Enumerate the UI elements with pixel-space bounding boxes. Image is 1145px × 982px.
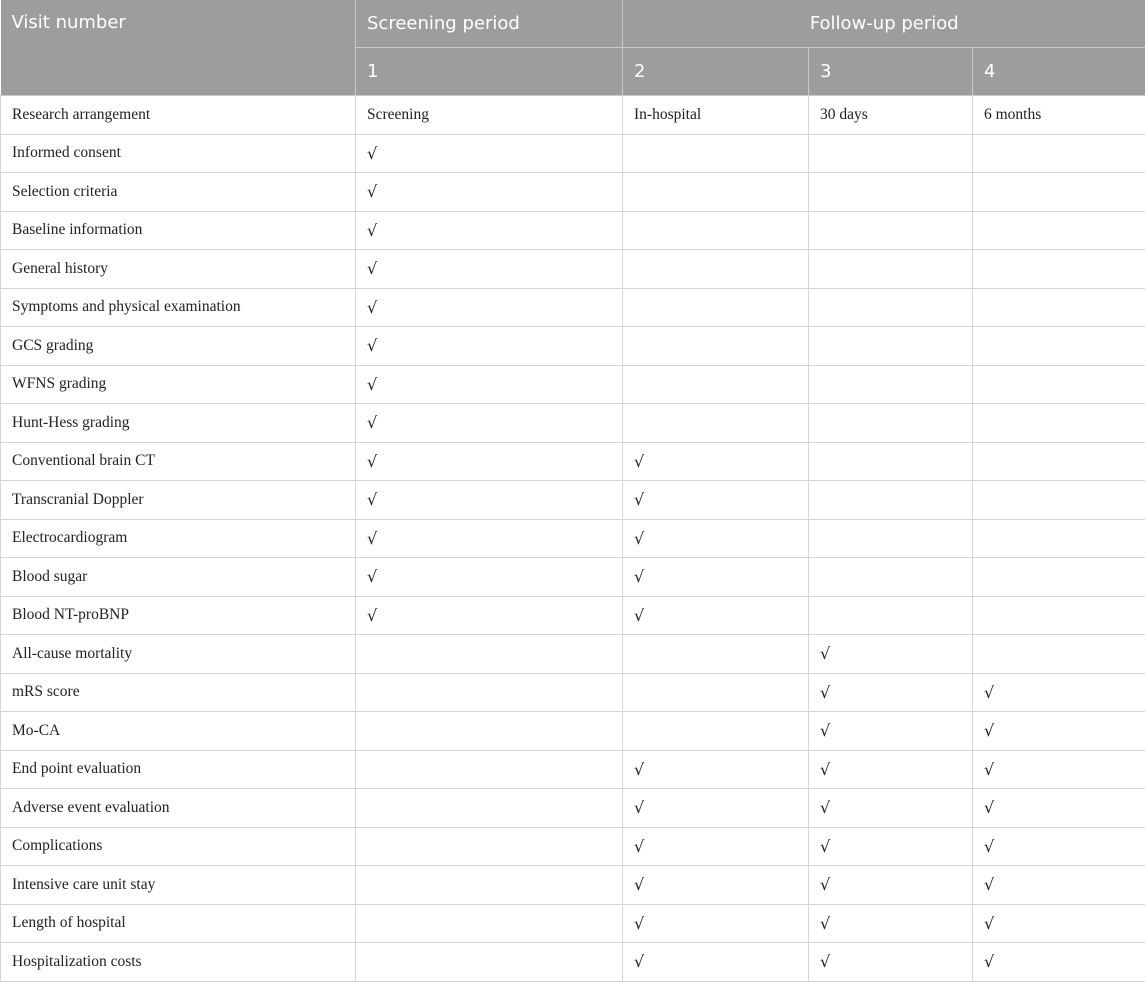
table-row [1,635,1145,674]
check-mark: √ [356,211,623,250]
check-mark: √ [809,635,973,674]
check-mark: √ [973,943,1145,982]
table-cell [356,904,623,943]
table-cell [809,211,973,250]
table-cell [809,519,973,558]
table-cell [623,673,809,712]
table-row [1,712,1145,751]
table-row [1,211,1145,250]
check-mark: √ [809,943,973,982]
table-cell [809,558,973,597]
check-mark: √ [973,904,1145,943]
table-row [1,481,1145,520]
row-label: Length of hospital [1,904,356,943]
table-row [1,789,1145,828]
check-mark: √ [623,481,809,520]
row-label: General history [1,250,356,289]
check-mark: √ [356,558,623,597]
table-cell [356,827,623,866]
header-followup-period: Follow-up period [623,0,1145,48]
check-mark: √ [809,712,973,751]
table-row [1,827,1145,866]
check-mark: √ [623,442,809,481]
check-mark: √ [809,827,973,866]
row-label: Blood sugar [1,558,356,597]
table-cell [623,365,809,404]
row-label: Research arrangement [1,96,356,135]
table-cell [623,327,809,366]
row-label: Electrocardiogram [1,519,356,558]
table-cell [973,596,1145,635]
table-cell [973,173,1145,212]
table-cell [973,404,1145,443]
row-label: Mo-CA [1,712,356,751]
check-mark: √ [809,904,973,943]
table-row [1,519,1145,558]
table-cell [973,635,1145,674]
check-mark: √ [623,866,809,905]
header-visit-number: Visit number [1,0,356,96]
table-cell [809,442,973,481]
table-row [1,904,1145,943]
table-row [1,173,1145,212]
table-cell [356,866,623,905]
check-mark: √ [973,712,1145,751]
check-mark: √ [623,558,809,597]
table-cell [809,365,973,404]
table-row [1,673,1145,712]
row-label: Adverse event evaluation [1,789,356,828]
check-mark: √ [809,750,973,789]
row-label: Intensive care unit stay [1,866,356,905]
check-mark: √ [356,442,623,481]
header-visit-2: 2 [623,48,809,96]
table-body [1,96,1145,982]
table-cell [623,404,809,443]
table-row [1,327,1145,366]
table-row [1,288,1145,327]
table-header [1,0,1145,96]
row-label: Blood NT-proBNP [1,596,356,635]
table-row [1,596,1145,635]
table-cell [623,211,809,250]
check-mark: √ [623,827,809,866]
table-cell [973,519,1145,558]
check-mark: √ [356,519,623,558]
check-mark: √ [973,673,1145,712]
table-cell [809,404,973,443]
table-cell [809,173,973,212]
check-mark: √ [973,750,1145,789]
table-cell [973,558,1145,597]
table-cell: 6 months [973,96,1145,135]
table-row [1,404,1145,443]
table-cell [623,173,809,212]
table-row [1,365,1145,404]
table-cell [809,596,973,635]
table-cell [356,943,623,982]
row-label: mRS score [1,673,356,712]
header-screening-period: Screening period [356,0,623,48]
table-cell [973,365,1145,404]
row-label: Hospitalization costs [1,943,356,982]
check-mark: √ [356,288,623,327]
table-cell [623,635,809,674]
header-visit-3: 3 [809,48,973,96]
check-mark: √ [356,327,623,366]
check-mark: √ [356,404,623,443]
table-cell: Screening [356,96,623,135]
table-cell [623,250,809,289]
table-row [1,943,1145,982]
check-mark: √ [356,250,623,289]
row-label: Informed consent [1,134,356,173]
row-label: Hunt-Hess grading [1,404,356,443]
table-cell [356,789,623,828]
table-cell [973,327,1145,366]
table-cell [623,288,809,327]
check-mark: √ [356,481,623,520]
table-cell [973,442,1145,481]
table-cell [973,134,1145,173]
check-mark: √ [973,789,1145,828]
table-cell [809,134,973,173]
table-cell [973,211,1145,250]
row-label: All-cause mortality [1,635,356,674]
row-label: WFNS grading [1,365,356,404]
row-label: Transcranial Doppler [1,481,356,520]
row-label: Selection criteria [1,173,356,212]
table-cell: In-hospital [623,96,809,135]
table-cell: 30 days [809,96,973,135]
check-mark: √ [623,750,809,789]
table-row [1,750,1145,789]
table-cell [809,250,973,289]
table-cell [356,712,623,751]
check-mark: √ [623,596,809,635]
row-label: Baseline information [1,211,356,250]
check-mark: √ [809,789,973,828]
table-row [1,442,1145,481]
row-label: GCS grading [1,327,356,366]
table-cell [973,288,1145,327]
check-mark: √ [809,866,973,905]
check-mark: √ [356,173,623,212]
table-cell [809,481,973,520]
check-mark: √ [356,134,623,173]
table-cell [973,481,1145,520]
table-cell [356,673,623,712]
check-mark: √ [623,904,809,943]
check-mark: √ [973,866,1145,905]
row-label: Complications [1,827,356,866]
check-mark: √ [623,519,809,558]
table-cell [356,635,623,674]
check-mark: √ [356,596,623,635]
check-mark: √ [623,789,809,828]
check-mark: √ [973,827,1145,866]
row-label: End point evaluation [1,750,356,789]
row-label: Symptoms and physical examination [1,288,356,327]
table-cell [973,250,1145,289]
table-row [1,134,1145,173]
table-cell [356,750,623,789]
table-cell [623,712,809,751]
header-visit-1: 1 [356,48,623,96]
table-row [1,250,1145,289]
table-cell [623,134,809,173]
row-label: Conventional brain CT [1,442,356,481]
check-mark: √ [356,365,623,404]
table-row [1,558,1145,597]
table-cell [809,288,973,327]
table-row [1,96,1145,135]
check-mark: √ [623,943,809,982]
table-row [1,866,1145,905]
check-mark: √ [809,673,973,712]
table-cell [809,327,973,366]
header-visit-4: 4 [973,48,1145,96]
